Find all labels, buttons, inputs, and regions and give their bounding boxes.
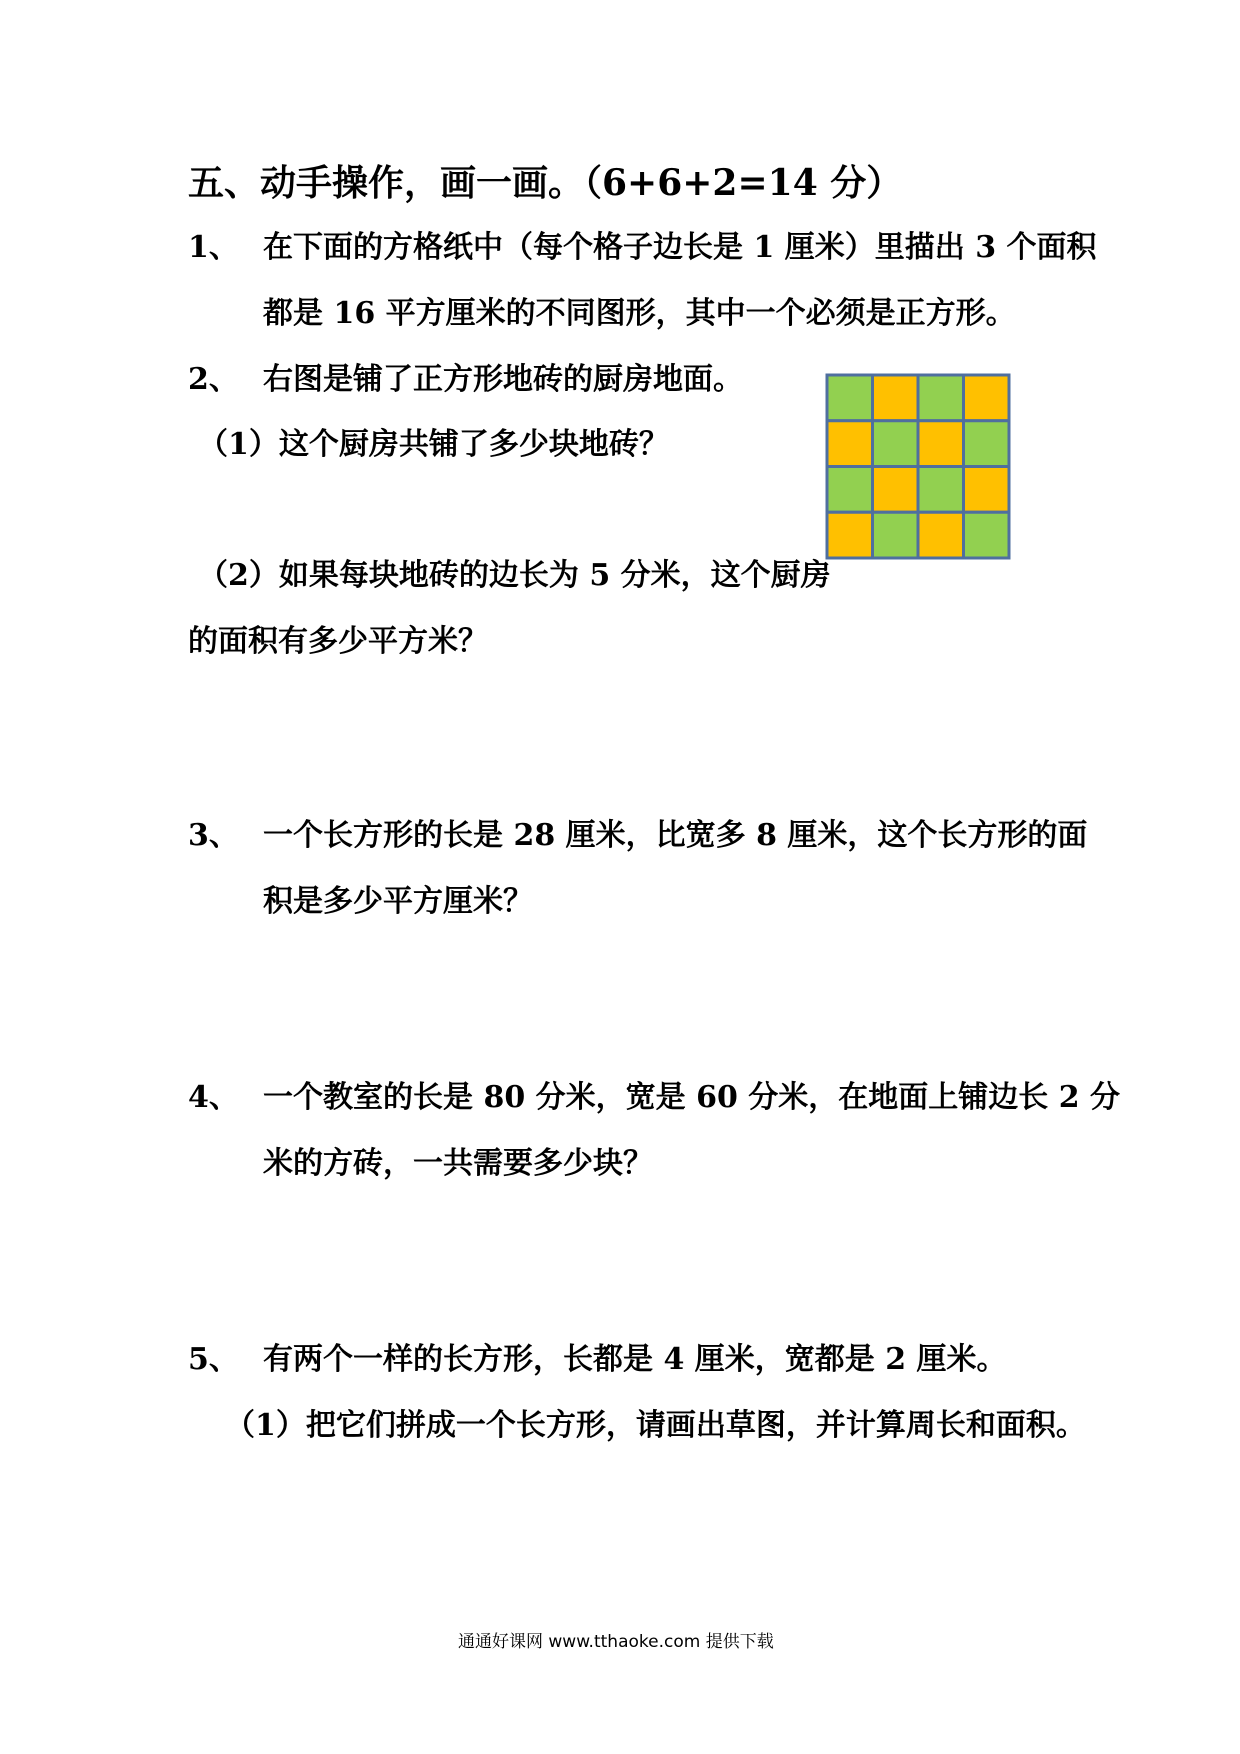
question-5-number: 5、 bbox=[188, 1342, 239, 1377]
question-2-sub-1: （1）这个厨房共铺了多少块地砖？ bbox=[198, 427, 669, 462]
question-1-number: 1、 bbox=[188, 230, 239, 265]
question-5-sub-1: （1）把它们拼成一个长方形，请画出草图，并计算周长和面积。 bbox=[225, 1408, 1086, 1443]
floor-tile bbox=[873, 421, 919, 467]
question-1-line-2: 都是 16 平方厘米的不同图形，其中一个必须是正方形。 bbox=[263, 296, 1016, 331]
floor-tile bbox=[918, 512, 964, 558]
floor-tile bbox=[827, 421, 873, 467]
question-2-sub-3: 的面积有多少平方米？ bbox=[188, 624, 488, 659]
question-1-line-1: 在下面的方格纸中（每个格子边长是 1 厘米）里描出 3 个面积 bbox=[263, 230, 1097, 265]
floor-tile bbox=[964, 512, 1010, 558]
question-2-sub-2: （2）如果每块地砖的边长为 5 分米，这个厨房 bbox=[198, 558, 831, 593]
floor-tile bbox=[873, 467, 919, 513]
floor-tile bbox=[964, 421, 1010, 467]
floor-tile bbox=[827, 512, 873, 558]
floor-tile bbox=[918, 421, 964, 467]
section-title: 五、动手操作，画一画。（6+6+2=14 分） bbox=[188, 162, 903, 204]
question-4-line-1: 一个教室的长是 80 分米，宽是 60 分米，在地面上铺边长 2 分 bbox=[263, 1080, 1121, 1115]
floor-tile bbox=[873, 512, 919, 558]
question-4-number: 4、 bbox=[188, 1080, 239, 1115]
floor-tile bbox=[873, 375, 919, 421]
question-3-line-2: 积是多少平方厘米？ bbox=[263, 884, 533, 919]
question-2-line-1: 右图是铺了正方形地砖的厨房地面。 bbox=[263, 362, 743, 397]
floor-tile bbox=[964, 375, 1010, 421]
question-3-line-1: 一个长方形的长是 28 厘米，比宽多 8 厘米，这个长方形的面 bbox=[263, 818, 1088, 853]
question-3-number: 3、 bbox=[188, 818, 239, 853]
floor-tile bbox=[964, 467, 1010, 513]
floor-tile bbox=[827, 467, 873, 513]
question-2-number: 2、 bbox=[188, 362, 239, 397]
question-4-line-2: 米的方砖，一共需要多少块？ bbox=[263, 1146, 653, 1181]
floor-tile bbox=[827, 375, 873, 421]
floor-tile bbox=[918, 375, 964, 421]
kitchen-tile-grid-figure bbox=[825, 373, 1011, 560]
question-5-line-1: 有两个一样的长方形，长都是 4 厘米，宽都是 2 厘米。 bbox=[263, 1342, 1007, 1377]
floor-tile bbox=[918, 467, 964, 513]
footer-download-notice: 通通好课网 www.tthaoke.com 提供下载 bbox=[458, 1632, 774, 1652]
